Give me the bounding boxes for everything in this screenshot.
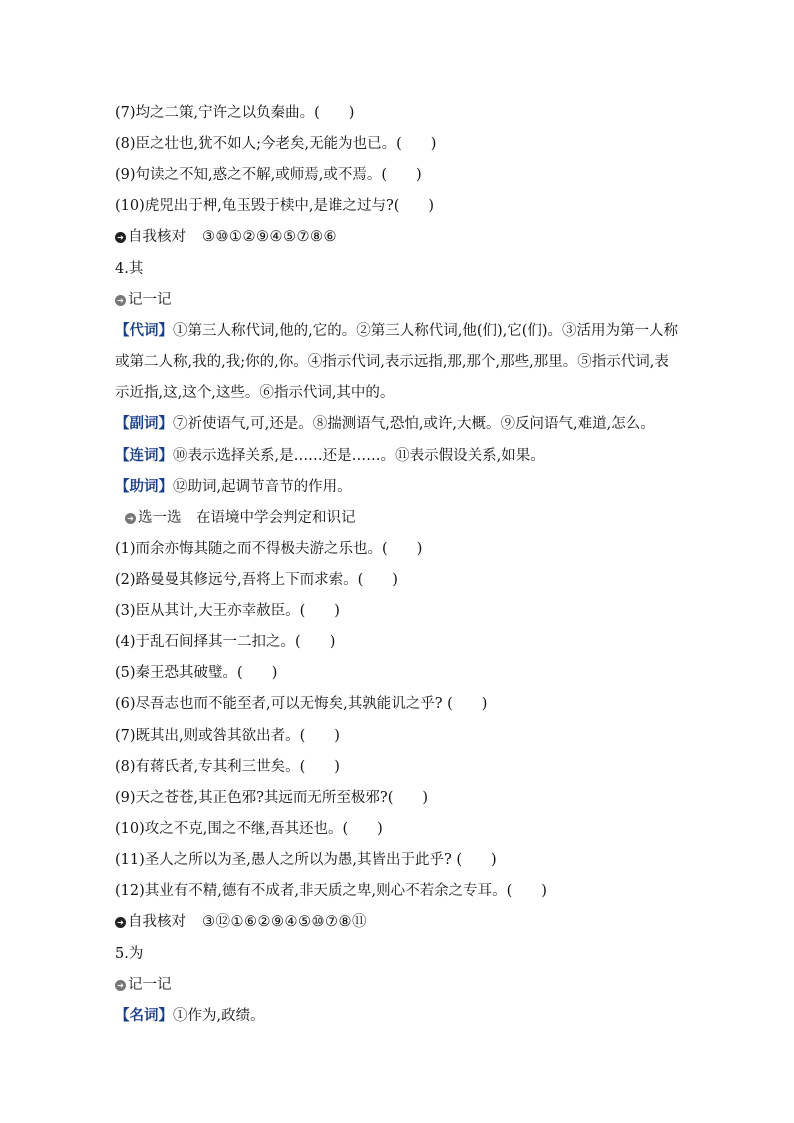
pronoun-line-3: 示近指,这,这个,这些。⑥指示代词,其中的。	[115, 385, 395, 401]
question-line: (12)其业有不精,德有不成者,非天质之卑,则心不若余之专耳。( )	[115, 883, 547, 899]
question-line: (8)臣之壮也,犹不如人;今老矣,无能为也已。( )	[115, 136, 437, 152]
arrow-right-icon: ➜	[115, 232, 126, 243]
question-line: (2)路曼曼其修远兮,吾将上下而求索。( )	[115, 572, 398, 588]
self-check-label: 自我核对	[128, 914, 186, 930]
self-check-answers: ③⑩①②⑨④⑤⑦⑧⑥	[202, 229, 337, 245]
self-check-line	[115, 227, 695, 247]
noun-line	[115, 1006, 695, 1026]
remember-label: 记一记	[128, 977, 172, 993]
select-label: 选一选 在语境中学会判定和识记	[138, 510, 356, 526]
noun-text: ①作为,政绩。	[173, 1008, 265, 1024]
adverb-tag: 【副词】	[115, 416, 173, 432]
self-check-line	[115, 912, 695, 932]
question-line: (11)圣人之所以为圣,愚人之所以为愚,其皆出于此乎? ( )	[115, 852, 497, 868]
pronoun-tag: 【代词】	[115, 323, 173, 339]
select-line	[125, 508, 705, 528]
pronoun-text: ①第三人称代词,他的,它的。②第三人称代词,他(们),它(们)。③活用为第一人称	[173, 323, 679, 339]
section-heading: 5.为	[115, 946, 144, 962]
pronoun-line-2: 或第二人称,我的,我;你的,你。④指示代词,表示远指,那,那个,那些,那里。⑤指示代词,表	[115, 354, 669, 370]
particle-line	[115, 477, 695, 497]
question-line: (8)有蒋氏者,专其利三世矣。( )	[115, 759, 340, 775]
adverb-line	[115, 414, 695, 434]
conjunction-line	[115, 446, 695, 466]
arrow-right-icon: ➜	[115, 980, 126, 991]
question-line: (1)而余亦悔其随之而不得极夫游之乐也。( )	[115, 541, 423, 557]
question-line: (3)臣从其计,大王亦幸赦臣。( )	[115, 603, 340, 619]
section-heading: 4.其	[115, 261, 144, 277]
particle-text: ⑫助词,起调节音节的作用。	[173, 479, 352, 495]
particle-tag: 【助词】	[115, 479, 173, 495]
pronoun-line	[115, 321, 695, 341]
question-line: (7)均之二策,宁许之以负秦曲。( )	[115, 105, 355, 121]
remember-line	[115, 290, 695, 310]
adverb-text: ⑦祈使语气,可,还是。⑧揣测语气,恐怕,或许,大概。⑨反问语气,难道,怎么。	[173, 416, 655, 432]
self-check-label: 自我核对	[128, 229, 186, 245]
question-line: (4)于乱石间择其一二扣之。( )	[115, 634, 336, 650]
question-line: (9)句读之不知,惑之不解,或师焉,或不焉。( )	[115, 167, 422, 183]
remember-label: 记一记	[128, 292, 172, 308]
question-line: (6)尽吾志也而不能至者,可以无悔矣,其孰能讥之乎? ( )	[115, 696, 488, 712]
question-line: (10)攻之不克,围之不继,吾其还也。( )	[115, 821, 383, 837]
self-check-answers: ③⑫①⑥②⑨④⑤⑩⑦⑧⑪	[202, 914, 367, 930]
remember-line	[115, 975, 695, 995]
question-line: (5)秦王恐其破璧。( )	[115, 665, 278, 681]
conjunction-tag: 【连词】	[115, 448, 173, 464]
arrow-right-icon: ➜	[115, 295, 126, 306]
noun-tag: 【名词】	[115, 1008, 173, 1024]
question-line: (9)天之苍苍,其正色邪?其远而无所至极邪?( )	[115, 790, 429, 806]
question-line: (7)既其出,则或咎其欲出者。( )	[115, 728, 340, 744]
question-line: (10)虎兕出于柙,龟玉毁于椟中,是谁之过与?( )	[115, 198, 435, 214]
conjunction-text: ⑩表示选择关系,是……还是……。⑪表示假设关系,如果。	[173, 448, 545, 464]
arrow-right-icon: ➜	[125, 513, 136, 524]
arrow-right-icon: ➜	[115, 917, 126, 928]
